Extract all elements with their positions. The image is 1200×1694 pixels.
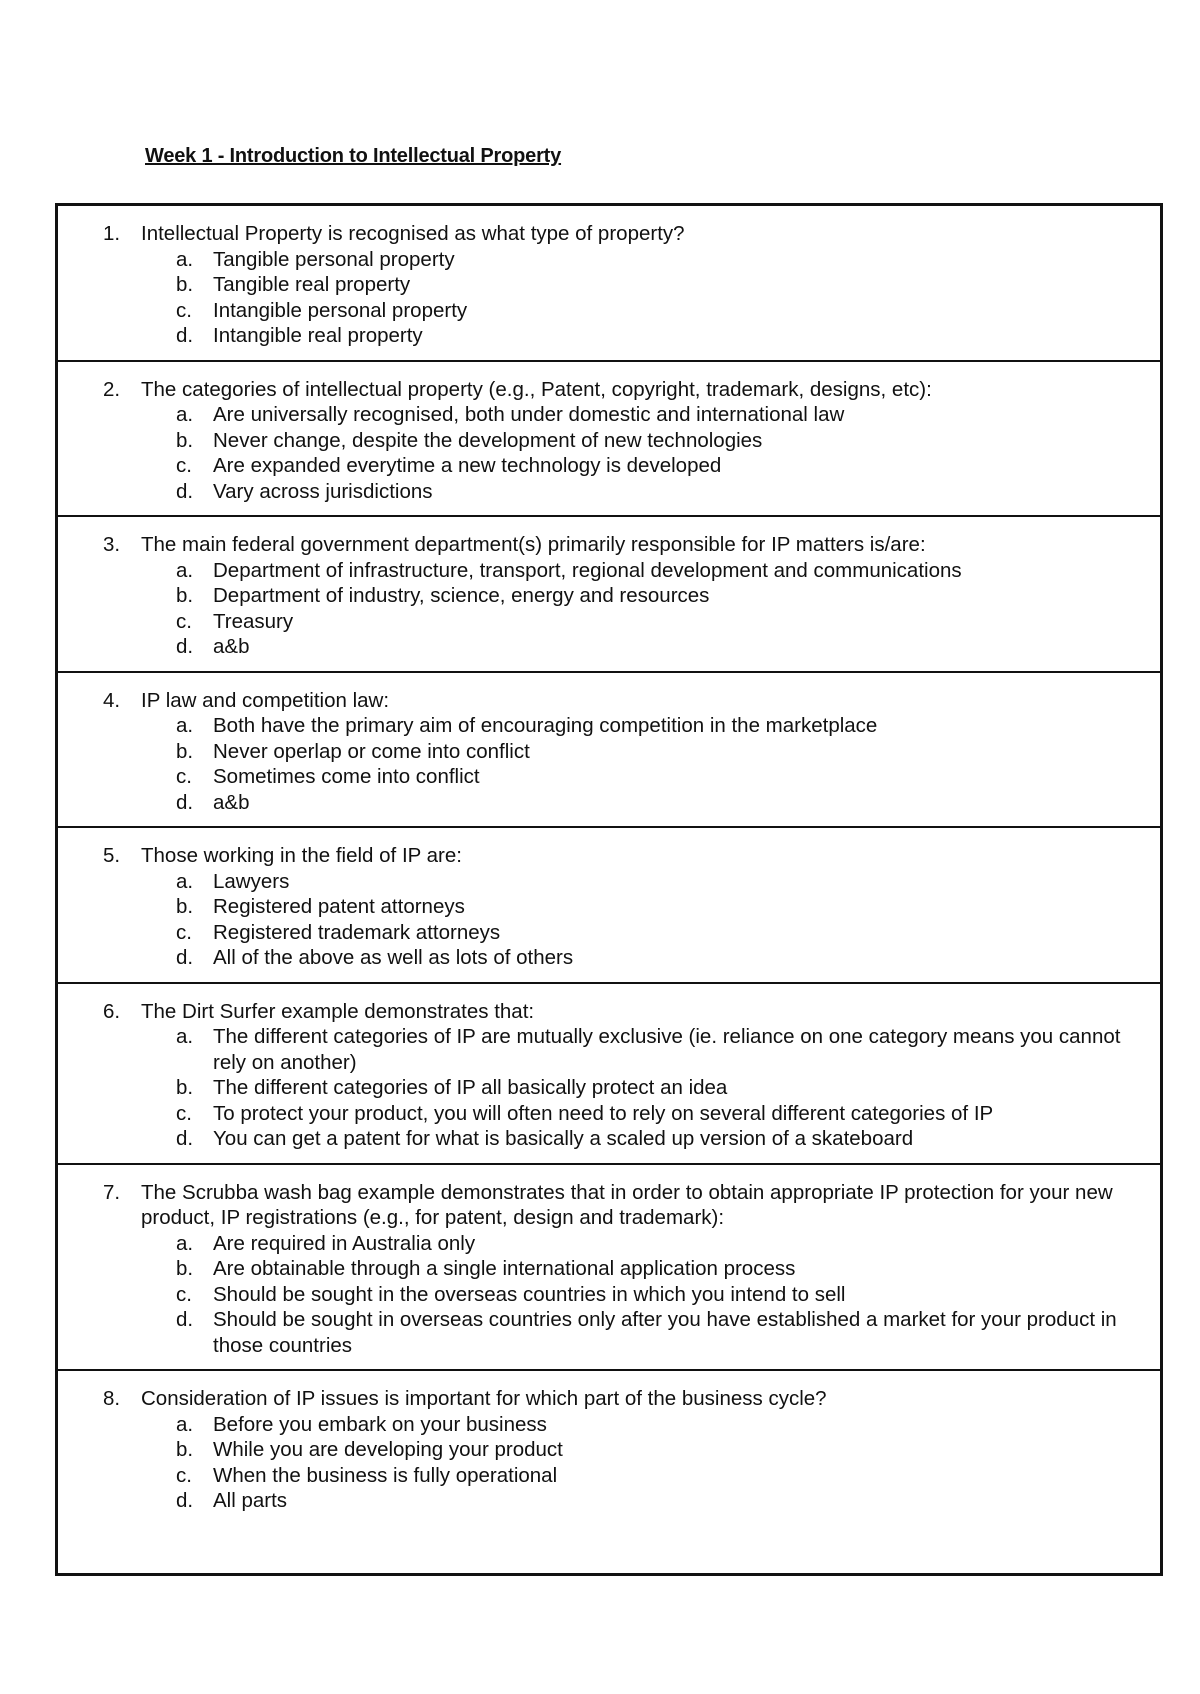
option-line xyxy=(58,1256,1150,1282)
option-letter: d. xyxy=(176,1308,194,1331)
option-text: Registered trademark attorneys xyxy=(213,920,501,944)
option-text: Registered patent attorneys xyxy=(213,895,465,918)
option-line xyxy=(58,1024,1150,1075)
question-text: The categories of intellectual property (e.g., Patent, copyright, trademark, designs, etc): xyxy=(141,377,932,401)
question-row-7 xyxy=(58,1163,1160,1370)
option-line xyxy=(58,272,1150,298)
question-line xyxy=(58,221,1150,247)
option-letter: a. xyxy=(176,714,194,737)
option-text: Sometimes come into conflict xyxy=(213,765,480,788)
option-text: All parts xyxy=(213,1489,288,1512)
question-text: IP law and competition law: xyxy=(141,688,390,712)
option-line xyxy=(58,790,1150,816)
question-number: 6. xyxy=(103,999,121,1023)
option-line xyxy=(58,298,1150,324)
question-text: The main federal government department(s) primarily responsible for IP matters is/are: xyxy=(141,533,926,556)
option-line xyxy=(58,479,1150,505)
option-line xyxy=(58,1101,1150,1127)
option-letter: b. xyxy=(176,273,194,296)
option-text: Should be sought in overseas countries only after you have established a market for your product in those countries xyxy=(213,1308,1117,1357)
option-text: Tangible real property xyxy=(213,273,411,296)
option-line xyxy=(58,1488,1150,1514)
option-letter: c. xyxy=(176,1101,192,1125)
option-text: Lawyers xyxy=(213,869,290,893)
option-text: Never operlap or come into conflict xyxy=(213,739,530,763)
option-text: Are expanded everytime a new technology is developed xyxy=(213,454,722,477)
option-text: You can get a patent for what is basically a scaled up version of a skateboard xyxy=(213,1127,914,1150)
option-text: Treasury xyxy=(213,609,294,633)
option-letter: c. xyxy=(176,920,192,944)
option-text: Before you embark on your business xyxy=(213,1412,547,1436)
option-text: While you are developing your product xyxy=(213,1438,563,1461)
option-letter: d. xyxy=(176,1127,194,1150)
option-letter: d. xyxy=(176,479,194,503)
question-row-2 xyxy=(58,360,1160,516)
option-letter: c. xyxy=(176,454,192,477)
option-text: Intangible real property xyxy=(213,324,423,347)
option-line xyxy=(58,634,1150,660)
option-letter: c. xyxy=(176,765,192,788)
question-table xyxy=(55,203,1163,1576)
option-text: Department of industry, science, energy and resources xyxy=(213,584,710,607)
option-text: Are required in Australia only xyxy=(213,1231,476,1255)
question-line xyxy=(58,999,1150,1025)
question-text: Intellectual Property is recognised as what type of property? xyxy=(141,222,685,245)
option-line xyxy=(58,428,1150,454)
question-line xyxy=(58,843,1150,869)
question-number: 7. xyxy=(103,1180,121,1204)
option-letter: c. xyxy=(176,298,192,322)
question-line xyxy=(58,377,1150,403)
question-number: 3. xyxy=(103,533,121,556)
question-line xyxy=(58,688,1150,714)
option-text: Are obtainable through a single international application process xyxy=(213,1257,796,1280)
option-letter: b. xyxy=(176,895,194,918)
option-line xyxy=(58,1231,1150,1257)
question-text: The Scrubba wash bag example demonstrates that in order to obtain appropriate IP protection for your new product, IP registrations (e.g., for patent, design and trademark): xyxy=(141,1180,1113,1229)
option-text: Vary across jurisdictions xyxy=(213,479,433,503)
option-line xyxy=(58,453,1150,479)
option-letter: b. xyxy=(176,428,194,452)
option-line xyxy=(58,1126,1150,1152)
question-row-5 xyxy=(58,826,1160,982)
option-line xyxy=(58,1463,1150,1489)
question-row-4 xyxy=(58,671,1160,827)
option-letter: a. xyxy=(176,1231,194,1255)
option-letter: a. xyxy=(176,247,194,271)
option-text: The different categories of IP all basically protect an idea xyxy=(213,1076,728,1099)
question-row-1 xyxy=(58,206,1160,360)
option-line xyxy=(58,402,1150,428)
option-letter: a. xyxy=(176,1412,194,1436)
question-number: 5. xyxy=(103,844,121,867)
option-letter: d. xyxy=(176,324,194,347)
question-line xyxy=(58,1180,1150,1231)
option-letter: a. xyxy=(176,403,194,426)
option-text: Both have the primary aim of encouraging competition in the marketplace xyxy=(213,714,878,737)
option-line xyxy=(58,583,1150,609)
option-line xyxy=(58,945,1150,971)
option-letter: b. xyxy=(176,739,194,763)
page-title: Week 1 - Introduction to Intellectual Property xyxy=(145,145,562,167)
option-letter: b. xyxy=(176,1076,194,1099)
question-number: 4. xyxy=(103,688,121,712)
question-text: Consideration of IP issues is important for which part of the business cycle? xyxy=(141,1387,827,1410)
option-line xyxy=(58,1075,1150,1101)
option-text: Never change, despite the development of new technologies xyxy=(213,428,763,452)
option-text: To protect your product, you will often need to rely on several different categories of IP xyxy=(213,1101,994,1125)
option-letter: d. xyxy=(176,1489,194,1512)
option-text: Intangible personal property xyxy=(213,298,468,322)
option-line xyxy=(58,247,1150,273)
question-text: Those working in the field of IP are: xyxy=(141,844,462,867)
option-line xyxy=(58,1282,1150,1308)
option-line xyxy=(58,894,1150,920)
option-line xyxy=(58,739,1150,765)
option-text: The different categories of IP are mutually exclusive (ie. reliance on one category means you cannot rely on another) xyxy=(213,1025,1121,1074)
option-letter: a. xyxy=(176,1025,194,1048)
option-line xyxy=(58,764,1150,790)
option-letter: d. xyxy=(176,946,194,969)
option-text: When the business is fully operational xyxy=(213,1463,558,1487)
option-letter: b. xyxy=(176,1438,194,1461)
option-letter: c. xyxy=(176,1463,192,1487)
option-letter: c. xyxy=(176,1282,192,1306)
option-line xyxy=(58,1437,1150,1463)
option-text: Tangible personal property xyxy=(213,247,455,271)
option-line xyxy=(58,869,1150,895)
question-row-3 xyxy=(58,515,1160,671)
option-line xyxy=(58,1412,1150,1438)
option-line xyxy=(58,713,1150,739)
option-letter: c. xyxy=(176,609,192,633)
option-letter: b. xyxy=(176,1257,194,1280)
option-text: All of the above as well as lots of others xyxy=(213,946,574,969)
option-text: a&b xyxy=(213,790,250,814)
question-line xyxy=(58,1386,1150,1412)
question-number: 8. xyxy=(103,1387,121,1410)
question-row-8 xyxy=(58,1369,1160,1573)
question-text: The Dirt Surfer example demonstrates that: xyxy=(141,999,535,1023)
option-text: Department of infrastructure, transport, regional development and communications xyxy=(213,558,962,582)
option-line xyxy=(58,609,1150,635)
option-letter: b. xyxy=(176,584,194,607)
option-letter: a. xyxy=(176,558,194,582)
option-line xyxy=(58,1307,1150,1358)
option-letter: d. xyxy=(176,790,194,814)
question-number: 1. xyxy=(103,222,121,245)
option-text: Are universally recognised, both under domestic and international law xyxy=(213,403,845,426)
option-text: a&b xyxy=(213,635,250,658)
question-row-6 xyxy=(58,982,1160,1163)
option-letter: a. xyxy=(176,869,194,893)
option-line xyxy=(58,920,1150,946)
option-line xyxy=(58,323,1150,349)
option-letter: d. xyxy=(176,635,194,658)
option-text: Should be sought in the overseas countries in which you intend to sell xyxy=(213,1282,846,1306)
question-number: 2. xyxy=(103,377,121,401)
option-line xyxy=(58,558,1150,584)
question-line xyxy=(58,532,1150,558)
